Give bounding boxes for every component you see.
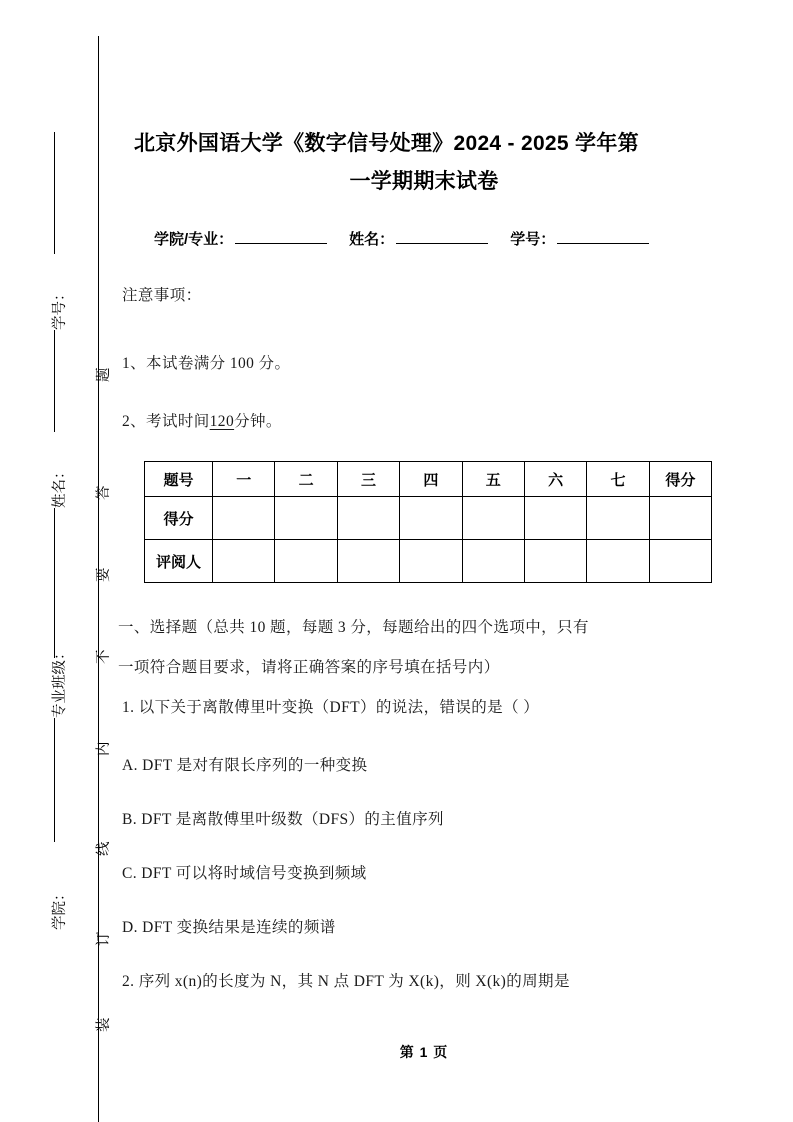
score-cell[interactable] xyxy=(213,497,275,540)
margin-char-ti: 题 xyxy=(96,367,112,382)
section-one-heading-line-2: 一项符合题目要求，请将正确答案的序号填在括号内） xyxy=(118,659,500,676)
binding-fill-line-3 xyxy=(54,508,55,658)
student-info-row xyxy=(154,228,724,249)
name-label: 姓名： xyxy=(349,231,395,248)
grader-cell[interactable] xyxy=(649,540,711,583)
score-table-col-6: 六 xyxy=(524,462,586,497)
question-1-option-a[interactable]: A. DFT 是对有限长序列的一种变换 xyxy=(122,757,368,774)
page-footer: 第 1 页 xyxy=(399,1044,449,1060)
score-table xyxy=(144,461,712,583)
margin-label-name: 姓名： xyxy=(52,464,68,508)
name-blank[interactable] xyxy=(396,230,488,244)
margin-label-college: 学院： xyxy=(52,886,68,930)
grader-cell[interactable] xyxy=(337,540,399,583)
grader-cell[interactable] xyxy=(400,540,462,583)
page-title-line-1: 北京外国语大学《数字信号处理》2024 - 2025 学年第 xyxy=(134,132,639,155)
score-table-col-5: 五 xyxy=(462,462,524,497)
page-title xyxy=(126,125,722,201)
notice-item-2-prefix: 2、考试时间 xyxy=(122,413,210,430)
question-2-stem: 2. 序列 x(n)的长度为 N，其 N 点 DFT 为 X(k)，则 X(k)的周期是 xyxy=(122,973,570,990)
question-1-option-c[interactable]: C. DFT 可以将时域信号变换到频域 xyxy=(122,865,367,882)
section-one-heading-line-1: 一、选择题（总共 10 题，每题 3 分，每题给出的四个选项中，只有 xyxy=(118,619,589,636)
section-one-heading xyxy=(118,608,718,688)
margin-label-student-id: 学号： xyxy=(52,286,68,330)
notice-item-2-suffix: 分钟。 xyxy=(234,413,282,430)
score-cell[interactable] xyxy=(400,497,462,540)
notice-item-1: 1、本试卷满分 100 分。 xyxy=(122,355,291,372)
score-cell[interactable] xyxy=(649,497,711,540)
grader-cell[interactable] xyxy=(587,540,649,583)
score-table-col-8: 得分 xyxy=(649,462,711,497)
margin-char-yao: 要 xyxy=(96,567,112,582)
question-1-option-b[interactable]: B. DFT 是离散傅里叶级数（DFS）的主值序列 xyxy=(122,811,444,828)
grader-cell[interactable] xyxy=(275,540,337,583)
margin-char-ding: 订 xyxy=(96,931,112,946)
table-row-header xyxy=(145,462,712,497)
grader-cell[interactable] xyxy=(213,540,275,583)
score-table-col-4: 四 xyxy=(400,462,462,497)
margin-char-bu: 不 xyxy=(96,649,112,664)
margin-label-class: 专业班级： xyxy=(52,645,68,718)
score-table-col-2: 二 xyxy=(275,462,337,497)
binding-fill-line-2 xyxy=(54,330,55,432)
exam-duration-value: 120 xyxy=(209,413,235,430)
grader-cell[interactable] xyxy=(524,540,586,583)
student-id-label: 学号： xyxy=(510,231,556,248)
binding-fill-line-1 xyxy=(54,132,55,254)
score-row-label-grader: 评阅人 xyxy=(145,540,213,583)
score-cell[interactable] xyxy=(337,497,399,540)
grader-cell[interactable] xyxy=(462,540,524,583)
margin-char-da: 答 xyxy=(96,485,112,500)
table-row xyxy=(145,497,712,540)
score-table-col-1: 一 xyxy=(213,462,275,497)
score-cell[interactable] xyxy=(275,497,337,540)
binding-margin xyxy=(0,0,110,1122)
notice-item-2 xyxy=(122,408,282,436)
content-column xyxy=(118,0,730,1122)
score-table-col-3: 三 xyxy=(337,462,399,497)
margin-char-nei: 内 xyxy=(96,741,112,756)
question-1-option-d[interactable]: D. DFT 变换结果是连续的频谱 xyxy=(122,919,336,936)
score-cell[interactable] xyxy=(462,497,524,540)
student-id-blank[interactable] xyxy=(557,230,649,244)
question-1-stem: 1. 以下关于离散傅里叶变换（DFT）的说法，错误的是（ ） xyxy=(122,699,540,716)
notice-heading: 注意事项： xyxy=(122,287,202,304)
score-cell[interactable] xyxy=(587,497,649,540)
table-row xyxy=(145,540,712,583)
score-row-label-score: 得分 xyxy=(145,497,213,540)
margin-char-xian: 线 xyxy=(96,841,112,856)
binding-fill-line-4 xyxy=(54,718,55,842)
college-major-blank[interactable] xyxy=(235,230,327,244)
score-table-col-0: 题号 xyxy=(145,462,213,497)
page-title-line-2: 一学期期末试卷 xyxy=(349,170,499,193)
college-major-label: 学院/专业： xyxy=(154,231,234,248)
score-table-col-7: 七 xyxy=(587,462,649,497)
margin-char-zhuang: 装 xyxy=(96,1017,112,1032)
score-cell[interactable] xyxy=(524,497,586,540)
